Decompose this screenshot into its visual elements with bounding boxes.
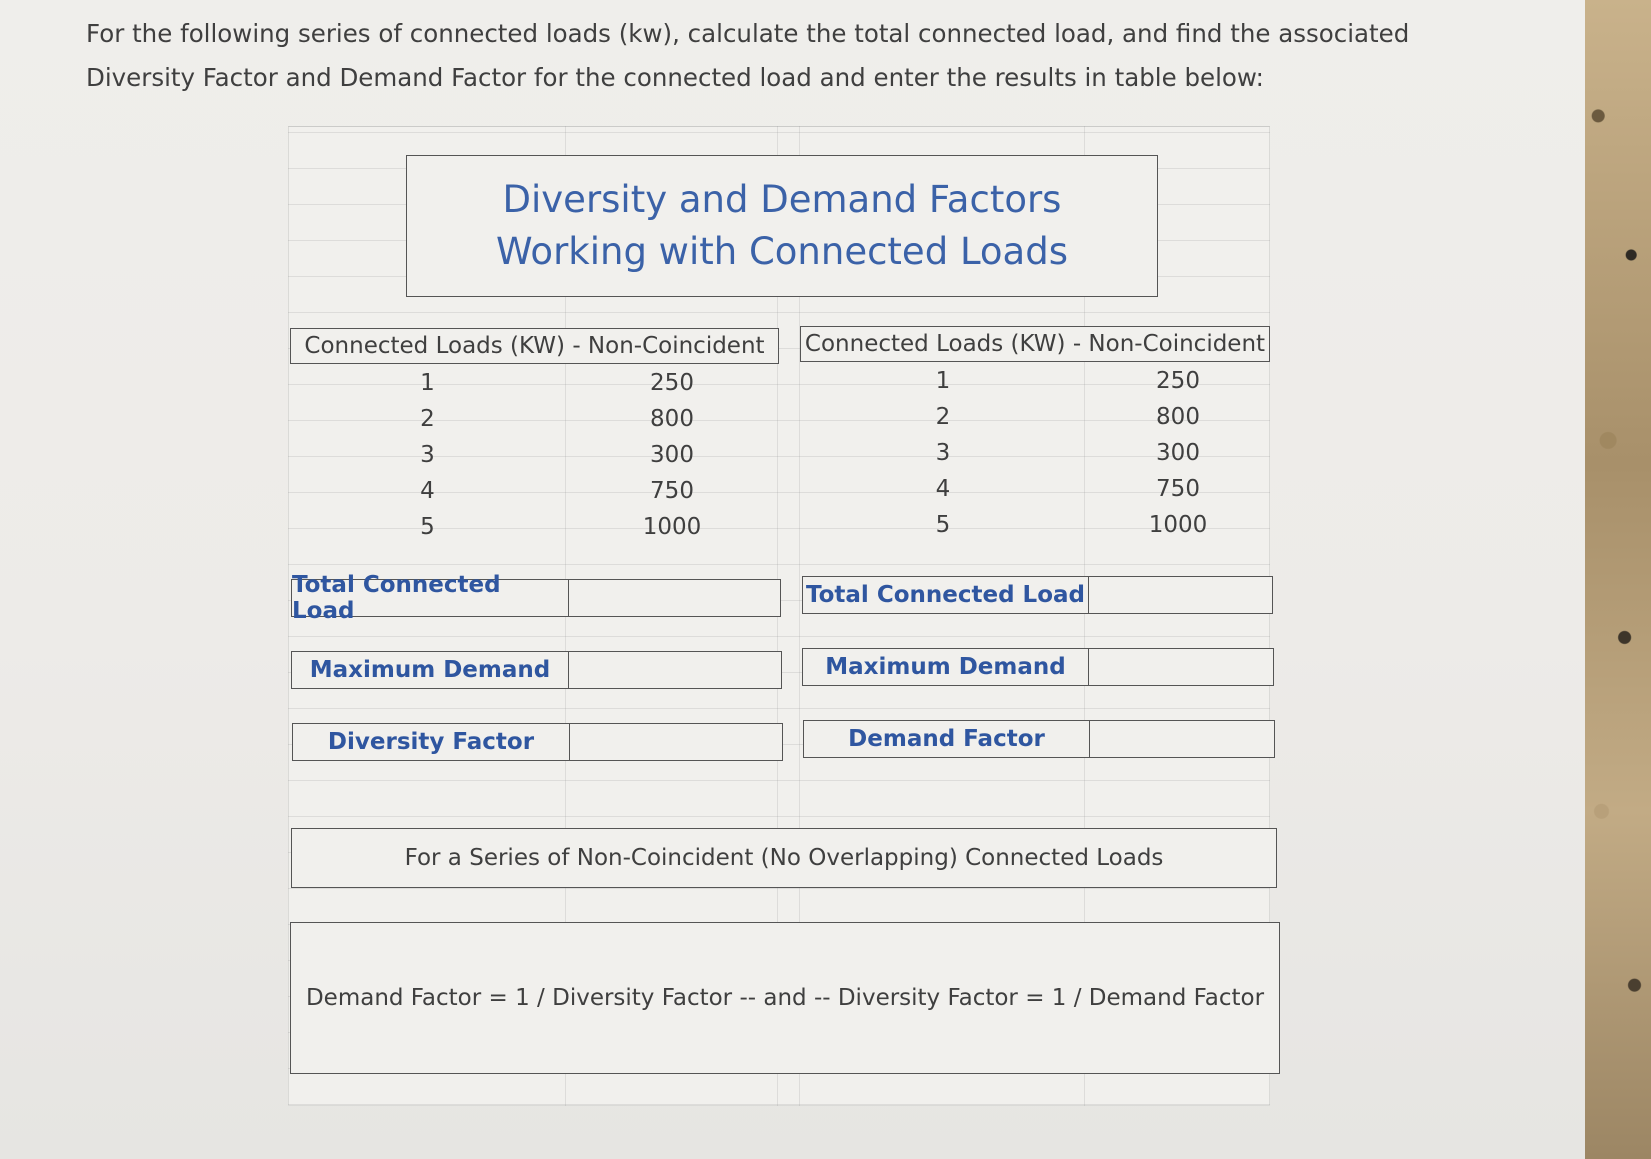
right-demand-factor-row (803, 720, 1275, 758)
left-row-1-number: 1 (420, 370, 435, 396)
right-row-4-kw: 750 (1156, 476, 1200, 502)
right-row-2-number: 2 (935, 404, 951, 430)
right-row-3-number: 3 (935, 440, 951, 466)
right-total-connected-load-input[interactable] (1089, 577, 1272, 613)
left-diversity-factor-row (292, 723, 783, 761)
left-row-2-number: 2 (420, 406, 435, 432)
title-line-1: Diversity and Demand Factors (502, 178, 1062, 221)
left-row-4-number: 4 (420, 478, 435, 504)
left-row-5-number: 5 (420, 514, 435, 540)
left-row-2-kw: 800 (650, 406, 694, 432)
right-total-connected-load-label: Total Connected Load (803, 577, 1089, 613)
right-row-4 (800, 471, 1270, 507)
series-note-box: For a Series of Non-Coincident (No Overlapping) Connected Loads (291, 828, 1277, 888)
right-maximum-demand-label: Maximum Demand (803, 649, 1089, 685)
left-row-4 (290, 473, 779, 509)
left-maximum-demand-input[interactable] (569, 652, 781, 688)
right-row-3 (800, 435, 1270, 471)
right-table-header: Connected Loads (KW) - Non-Coincident (800, 326, 1270, 362)
left-diversity-factor-label: Diversity Factor (293, 724, 570, 760)
right-row-3-kw: 300 (1156, 440, 1200, 466)
title-line-2: Working with Connected Loads (496, 230, 1068, 273)
right-row-5-number: 5 (935, 512, 951, 538)
right-maximum-demand-input[interactable] (1089, 649, 1273, 685)
left-row-4-kw: 750 (650, 478, 694, 504)
left-maximum-demand-row (291, 651, 782, 689)
left-row-5-kw: 1000 (642, 514, 702, 540)
right-row-5 (800, 507, 1270, 543)
left-row-1-kw: 250 (650, 370, 694, 396)
right-row-1-kw: 250 (1156, 368, 1200, 394)
worksheet-title-box (406, 155, 1158, 297)
right-demand-factor-label: Demand Factor (804, 721, 1090, 757)
right-row-5-kw: 1000 (1148, 512, 1208, 538)
right-row-1 (800, 363, 1270, 399)
formula-note-box: Demand Factor = 1 / Diversity Factor -- and -- Diversity Factor = 1 / Demand Factor (290, 922, 1280, 1074)
instructions-text: For the following series of connected loads (kw), calculate the total connected load, and find the associated Diversity Factor and Demand Factor for the connected load and enter the results in table below: (86, 19, 1410, 92)
left-row-5 (290, 509, 779, 545)
right-row-2-kw: 800 (1156, 404, 1200, 430)
left-row-1 (290, 365, 779, 401)
right-total-connected-load-row (802, 576, 1273, 614)
left-table-header: Connected Loads (KW) - Non-Coincident (290, 328, 779, 364)
left-row-3-kw: 300 (650, 442, 694, 468)
left-row-3 (290, 437, 779, 473)
left-total-connected-load-row (291, 572, 781, 624)
right-row-4-number: 4 (935, 476, 951, 502)
left-row-3-number: 3 (420, 442, 435, 468)
right-row-2 (800, 399, 1270, 435)
right-demand-factor-input[interactable] (1090, 721, 1274, 757)
left-maximum-demand-label: Maximum Demand (292, 652, 569, 688)
right-row-1-number: 1 (935, 368, 951, 394)
left-diversity-factor-input[interactable] (570, 724, 782, 760)
left-total-connected-load-input[interactable] (569, 580, 780, 616)
left-total-connected-load-label: Total Connected Load (292, 580, 569, 616)
right-maximum-demand-row (802, 648, 1274, 686)
left-row-2 (290, 401, 779, 437)
countertop-background (1585, 0, 1651, 1159)
